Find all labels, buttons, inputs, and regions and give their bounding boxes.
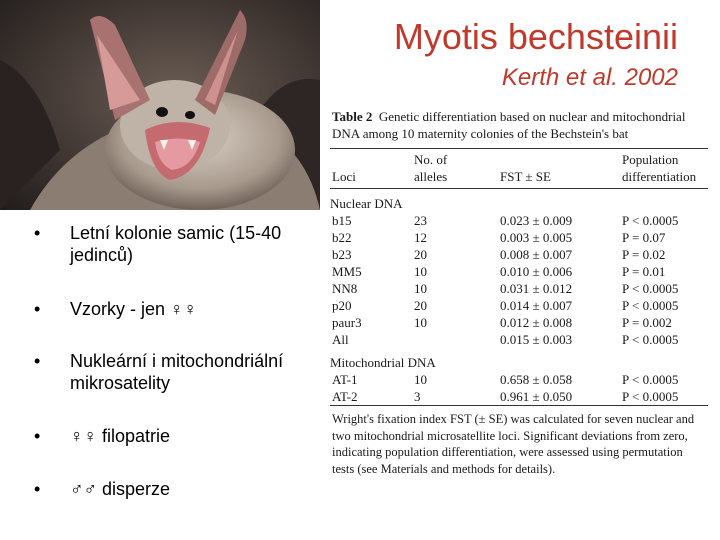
bullet-item (34, 298, 334, 320)
cell-locus: NN8 (332, 281, 358, 296)
bullet-item (34, 478, 334, 500)
cell-alleles: 3 (414, 389, 421, 404)
cell-fst: 0.961 ± 0.050 (500, 389, 573, 404)
bat-photo (0, 0, 320, 210)
cell-locus: b15 (332, 213, 352, 228)
table-caption-text: Genetic differentiation based on nuclear and mitochondrial DNA among 10 maternity colonies of the Bechstein's bat (332, 109, 686, 141)
bullet-marker: • (34, 299, 41, 319)
table-row (330, 331, 708, 348)
table-row (330, 263, 708, 280)
cell-fst: 0.012 ± 0.008 (500, 315, 573, 330)
cell-fst: 0.014 ± 0.007 (500, 298, 573, 313)
table-row (330, 246, 708, 263)
cell-locus: All (332, 332, 349, 347)
bullet-item (34, 222, 334, 266)
header-loci: Loci (332, 169, 356, 184)
header-alleles-line2: alleles (414, 169, 448, 184)
table-caption-label: Table 2 (332, 109, 373, 124)
header-diff-line2: differentiation (622, 169, 697, 184)
table-row (330, 229, 708, 246)
cell-locus: b23 (332, 247, 352, 262)
cell-p: P < 0.0005 (622, 213, 679, 228)
header-differentiation (622, 149, 708, 189)
cell-alleles: 20 (414, 247, 427, 262)
table-footnote: Wright's fixation index FST (± SE) was calculated for seven nuclear and two mitochondrial microsatellite loci. Significant deviations from zero, indicating population differentiation, were assessed using permutation tests (see Materials and methods for details). (332, 412, 695, 476)
table-figure (330, 108, 708, 533)
section-nuclear: Nuclear DNA (330, 196, 403, 211)
cell-locus: p20 (332, 298, 352, 313)
slide-title: Myotis bechsteinii (393, 16, 678, 57)
table-row (330, 388, 708, 406)
cell-alleles: 10 (414, 315, 427, 330)
cell-alleles: 10 (414, 281, 427, 296)
bullet-marker: • (34, 426, 41, 446)
cell-p: P < 0.0005 (622, 389, 679, 404)
bullet-marker: • (34, 223, 41, 243)
cell-p: P = 0.002 (622, 315, 672, 330)
bullet-text: ♂♂ disperze (70, 479, 171, 499)
header-alleles (414, 149, 500, 189)
table-caption (332, 108, 708, 142)
cell-fst: 0.008 ± 0.007 (500, 247, 573, 262)
cell-locus: AT-1 (332, 372, 358, 387)
cell-p: P < 0.0005 (622, 298, 679, 313)
table-row (330, 212, 708, 229)
bullet-marker: • (34, 351, 41, 371)
table-row (330, 314, 708, 331)
cell-locus: b22 (332, 230, 352, 245)
cell-p: P < 0.0005 (622, 281, 679, 296)
cell-alleles: 10 (414, 372, 427, 387)
bullet-item (34, 425, 334, 447)
cell-alleles: 20 (414, 298, 427, 313)
bullet-text: Nukleární i mitochondriální mikrosatelity (70, 351, 284, 393)
slide-subtitle: Kerth et al. 2002 (501, 64, 678, 91)
cell-p: P = 0.07 (622, 230, 666, 245)
cell-alleles (414, 331, 500, 348)
bullet-text: Vzorky - jen ♀♀ (70, 299, 198, 319)
bullet-item (34, 350, 334, 394)
bullet-text: ♀♀ filopatrie (70, 426, 171, 446)
table-row (330, 371, 708, 388)
genetic-table (330, 149, 708, 406)
cell-p: P < 0.0005 (622, 372, 679, 387)
bullet-marker: • (34, 479, 41, 499)
table-bottom-rule (330, 406, 708, 407)
bat-photo-icon (0, 0, 320, 210)
cell-locus: MM5 (332, 264, 362, 279)
cell-locus: paur3 (332, 315, 362, 330)
section-row (330, 348, 708, 371)
cell-p: P < 0.0005 (622, 332, 679, 347)
cell-fst: 0.023 ± 0.009 (500, 213, 573, 228)
cell-fst: 0.015 ± 0.003 (500, 332, 573, 347)
table-row (330, 280, 708, 297)
cell-fst: 0.031 ± 0.012 (500, 281, 573, 296)
cell-alleles: 12 (414, 230, 427, 245)
cell-fst: 0.010 ± 0.006 (500, 264, 573, 279)
bottom-rule-row (330, 406, 708, 407)
cell-alleles: 23 (414, 213, 427, 228)
header-fst: FST ± SE (500, 169, 551, 184)
header-alleles-line1: No. of (414, 152, 448, 167)
table-row (330, 297, 708, 314)
cell-p: P = 0.01 (622, 264, 666, 279)
table-header-row (330, 149, 708, 189)
header-diff-line1: Population (622, 152, 679, 167)
section-row (330, 189, 708, 212)
cell-p: P = 0.02 (622, 247, 666, 262)
cell-alleles: 10 (414, 264, 427, 279)
bullet-text: Letní kolonie samic (15-40 jedinců) (70, 223, 282, 265)
cell-locus: AT-2 (332, 389, 358, 404)
cell-fst: 0.658 ± 0.058 (500, 372, 573, 387)
cell-fst: 0.003 ± 0.005 (500, 230, 573, 245)
section-mito: Mitochondrial DNA (330, 355, 436, 370)
